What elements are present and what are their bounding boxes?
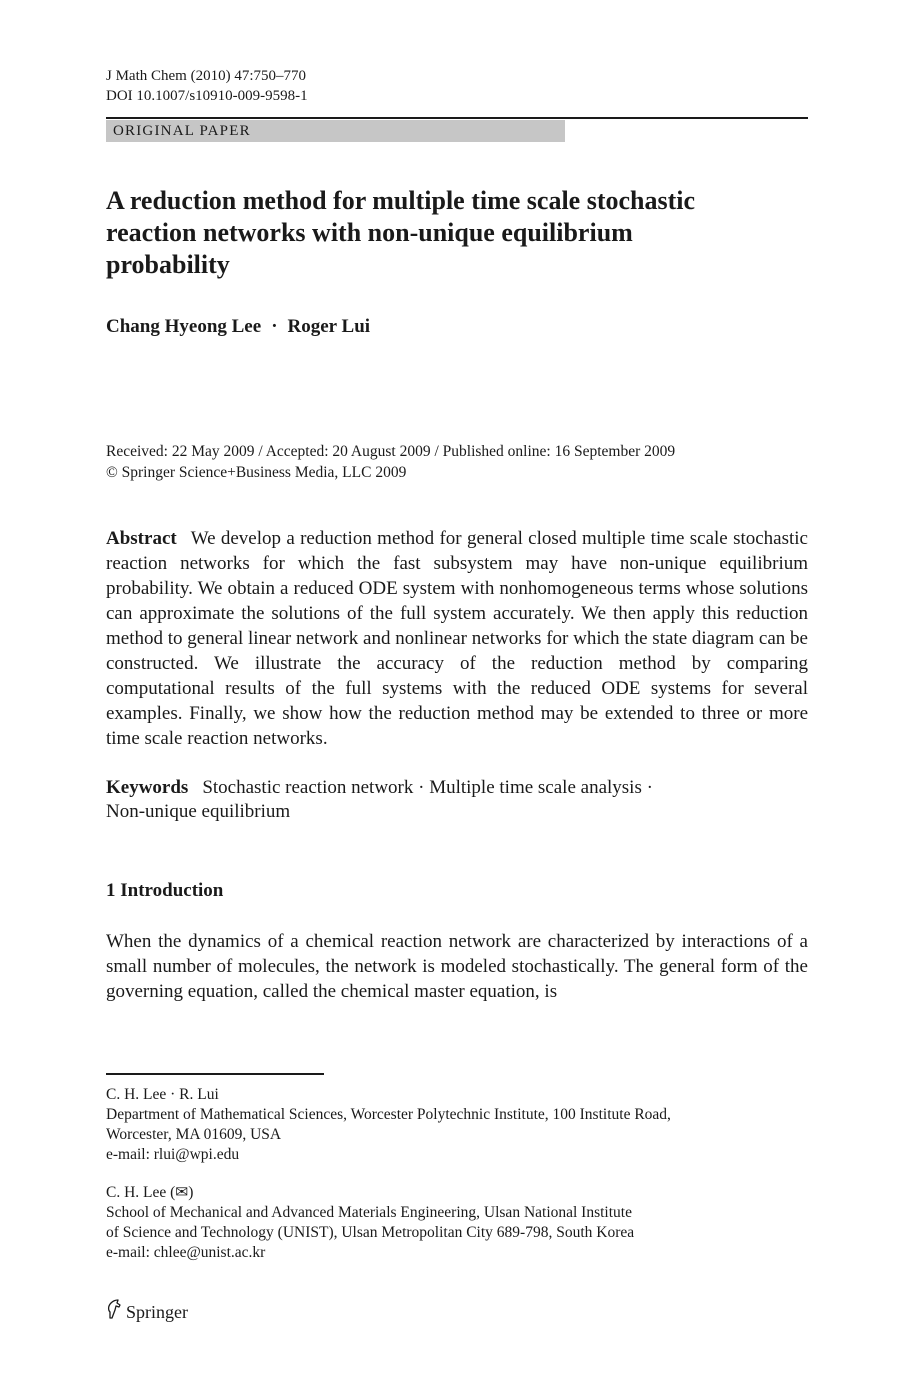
affiliation-block [106,1085,826,1165]
affiliation-line: Department of Mathematical Sciences, Worcester Polytechnic Institute, 100 Institute Road, [106,1106,671,1123]
affiliation-line: Worcester, MA 01609, USA [106,1126,282,1143]
publisher-name: Springer [126,1302,188,1322]
abstract-text: We develop a reduction method for general closed multiple time scale stochastic reaction networks for which the fast subsystem may have non-unique equilibrium probability. We obtain a reduced ODE system with nonhomogeneous terms whose solutions can approximate the solutions of the full system accurately. We then apply this reduction method to general linear network and nonlinear networks for which the state diagram can be constructed. We illustrate the accuracy of the reduction method by comparing computational results of the full systems with the reduced ODE systems for several examples. Finally, we show how the reduction method may be extended to three or more time scale reaction networks. [106,528,808,749]
abstract [106,526,808,751]
affiliation-names: C. H. Lee (✉) [106,1184,194,1201]
abstract-label: Abstract [106,528,177,549]
publisher-logo [106,1298,188,1326]
copyright-notice: © Springer Science+Business Media, LLC 2009 [106,464,407,481]
history-dates: Received: 22 May 2009 / Accepted: 20 August 2009 / Published online: 16 September 2009 [106,443,676,460]
introduction-paragraph: When the dynamics of a chemical reaction network are characterized by interactions of a small number of molecules, the network is modeled stochastically. The general form of the governing equation, called the chemical master equation, is [106,931,808,1002]
journal-citation: J Math Chem (2010) 47:750–770 [106,68,306,84]
keywords-label: Keywords [106,777,189,798]
keywords [106,776,808,824]
article-type-badge: ORIGINAL PAPER [106,120,565,142]
affiliation-email: e-mail: chlee@unist.ac.kr [106,1244,266,1261]
affiliation-block [106,1183,826,1263]
footnote-rule [106,1073,324,1075]
header-rule [106,117,808,119]
title-line: A reduction method for multiple time scale stochastic [106,186,696,215]
title-line: reaction networks with non-unique equilibrium [106,218,633,247]
affiliation-line: School of Mechanical and Advanced Materials Engineering, Ulsan National Institute [106,1204,632,1221]
affiliation-line: of Science and Technology (UNIST), Ulsan Metropolitan City 689-798, South Korea [106,1224,635,1241]
keywords-line: Non-unique equilibrium [106,801,291,822]
author-separator: · [271,316,278,337]
journal-reference [106,66,308,106]
springer-horse-icon [106,1298,126,1326]
affiliation-email: e-mail: rlui@wpi.edu [106,1146,240,1163]
affiliation-names: C. H. Lee · R. Lui [106,1086,219,1103]
keywords-line: Stochastic reaction network · Multiple time scale analysis · [202,777,653,798]
section-heading: 1 Introduction [106,880,224,901]
doi: DOI 10.1007/s10910-009-9598-1 [106,88,308,104]
author-name: Roger Lui [287,316,371,337]
publication-history [106,441,826,483]
title-line: probability [106,250,230,279]
author-name: Chang Hyeong Lee [106,316,262,337]
paper-title [106,185,766,281]
author-list [106,315,370,339]
